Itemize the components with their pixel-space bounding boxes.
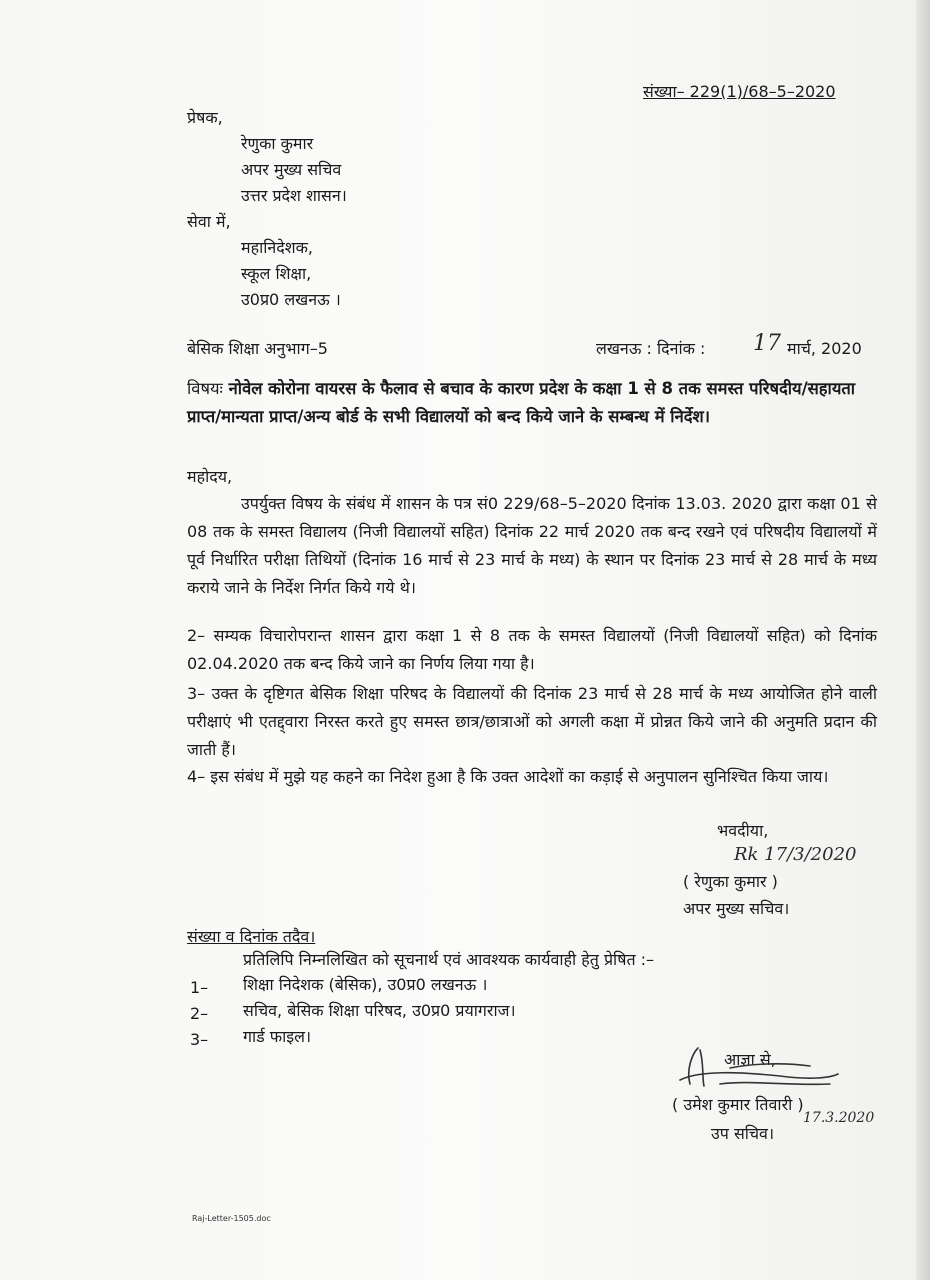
copy-reference: संख्या व दिनांक तदैव। xyxy=(187,927,316,946)
copy-item-text: शिक्षा निदेशक (बेसिक), उ0प्र0 लखनऊ । xyxy=(243,975,488,994)
paragraph-4: 4– इस संबंध में मुझे यह कहने का निदेश हुआ है कि उक्त आदेशों का कड़ाई से अनुपालन सुनिश्चित किया जाय। xyxy=(187,767,829,786)
signatory-1-designation: अपर मुख्य सचिव। xyxy=(683,899,790,918)
scan-edge xyxy=(916,0,930,1280)
salutation: महोदय, xyxy=(187,467,233,486)
copy-item-number: 3– xyxy=(190,1030,209,1049)
sender-designation: अपर मुख्य सचिव xyxy=(241,160,342,179)
place-date-prefix: लखनऊ : दिनांक : xyxy=(596,339,706,358)
recipient-line-3: उ0प्र0 लखनऊ । xyxy=(241,290,341,309)
order-by: आज्ञा से, xyxy=(724,1050,776,1069)
copy-item-number: 2– xyxy=(190,1004,209,1023)
subject-label: विषयः xyxy=(187,379,223,398)
sender-label: प्रेषक, xyxy=(187,108,223,127)
file-name: Raj-Letter-1505.doc xyxy=(192,1214,271,1223)
handwritten-day: 17 xyxy=(753,331,781,356)
recipient-label: सेवा में, xyxy=(187,212,231,231)
recipient-line-2: स्कूल शिक्षा, xyxy=(241,264,312,283)
copy-intro: प्रतिलिपि निम्नलिखित को सूचनार्थ एवं आवश्यक कार्यवाही हेतु प्रेषित :– xyxy=(243,950,655,969)
sender-office: उत्तर प्रदेश शासन। xyxy=(241,186,347,205)
section-name: बेसिक शिक्षा अनुभाग–5 xyxy=(187,339,328,358)
paragraph-3: 3– उक्त के दृष्टिगत बेसिक शिक्षा परिषद के विद्यालयों की दिनांक 23 मार्च से 28 मार्च के मध्य आयोजित होने वाली परीक्षाएं भी एतद्द्वारा निरस्त करते हुए समस्त छात्र/छात्राओं को अगली कक्षा में प्रोन्नत किये जाने की अनुमति प्रदान की जाती हैं। xyxy=(187,684,877,759)
subject xyxy=(187,375,882,431)
copy-item-number: 1– xyxy=(190,978,209,997)
sender-name: रेणुका कुमार xyxy=(241,134,314,153)
signature-renuka: Rk 17/3/2020 xyxy=(734,844,857,865)
recipient-line-1: महानिदेशक, xyxy=(241,238,313,257)
reference-number: संख्या– 229(1)/68–5–2020 xyxy=(643,82,836,101)
subject-text: नोवेल कोरोना वायरस के फैलाव से बचाव के कारण प्रदेश के कक्षा 1 से 8 तक समस्त परिषदीय/सहायता प्राप्त/मान्यता प्राप्त/अन्य बोर्ड के सभी विद्यालयों को बन्द किये जाने के सम्बन्ध में निर्देश। xyxy=(187,379,856,426)
closing: भवदीया, xyxy=(717,821,769,840)
copy-item-text: गार्ड फाइल। xyxy=(243,1027,312,1046)
date-suffix: मार्च, 2020 xyxy=(787,339,862,358)
signatory-2-designation: उप सचिव। xyxy=(711,1124,775,1143)
paragraph-2: 2– सम्यक विचारोपरान्त शासन द्वारा कक्षा 1 से 8 तक के समस्त विद्यालयों (निजी विद्यालयों सहित) को दिनांक 02.04.2020 तक बन्द किये जाने का निर्णय लिया गया है। xyxy=(187,626,877,673)
paragraph-1: उपर्युक्त विषय के संबंध में शासन के पत्र सं0 229/68–5–2020 दिनांक 13.03. 2020 द्वारा कक्षा 01 से 08 तक के समस्त विद्यालय (निजी विद्यालयों सहित) दिनांक 22 मार्च 2020 तक बन्द रखने एवं परिषदीय विद्यालयों में पूर्व निर्धारित परीक्षा तिथियों (दिनांक 16 मार्च से 23 मार्च के मध्य) के स्थान पर दिनांक 23 मार्च से 28 मार्च के मध्य कराये जाने के निर्देश निर्गत किये गये थे। xyxy=(187,494,877,597)
signatory-1-name: ( रेणुका कुमार ) xyxy=(683,872,778,891)
signature-umesh xyxy=(660,1040,850,1096)
handwritten-date: 17.3.2020 xyxy=(803,1110,875,1126)
signatory-2-name: ( उमेश कुमार तिवारी ) xyxy=(672,1095,804,1114)
copy-item-text: सचिव, बेसिक शिक्षा परिषद, उ0प्र0 प्रयागराज। xyxy=(243,1001,516,1020)
